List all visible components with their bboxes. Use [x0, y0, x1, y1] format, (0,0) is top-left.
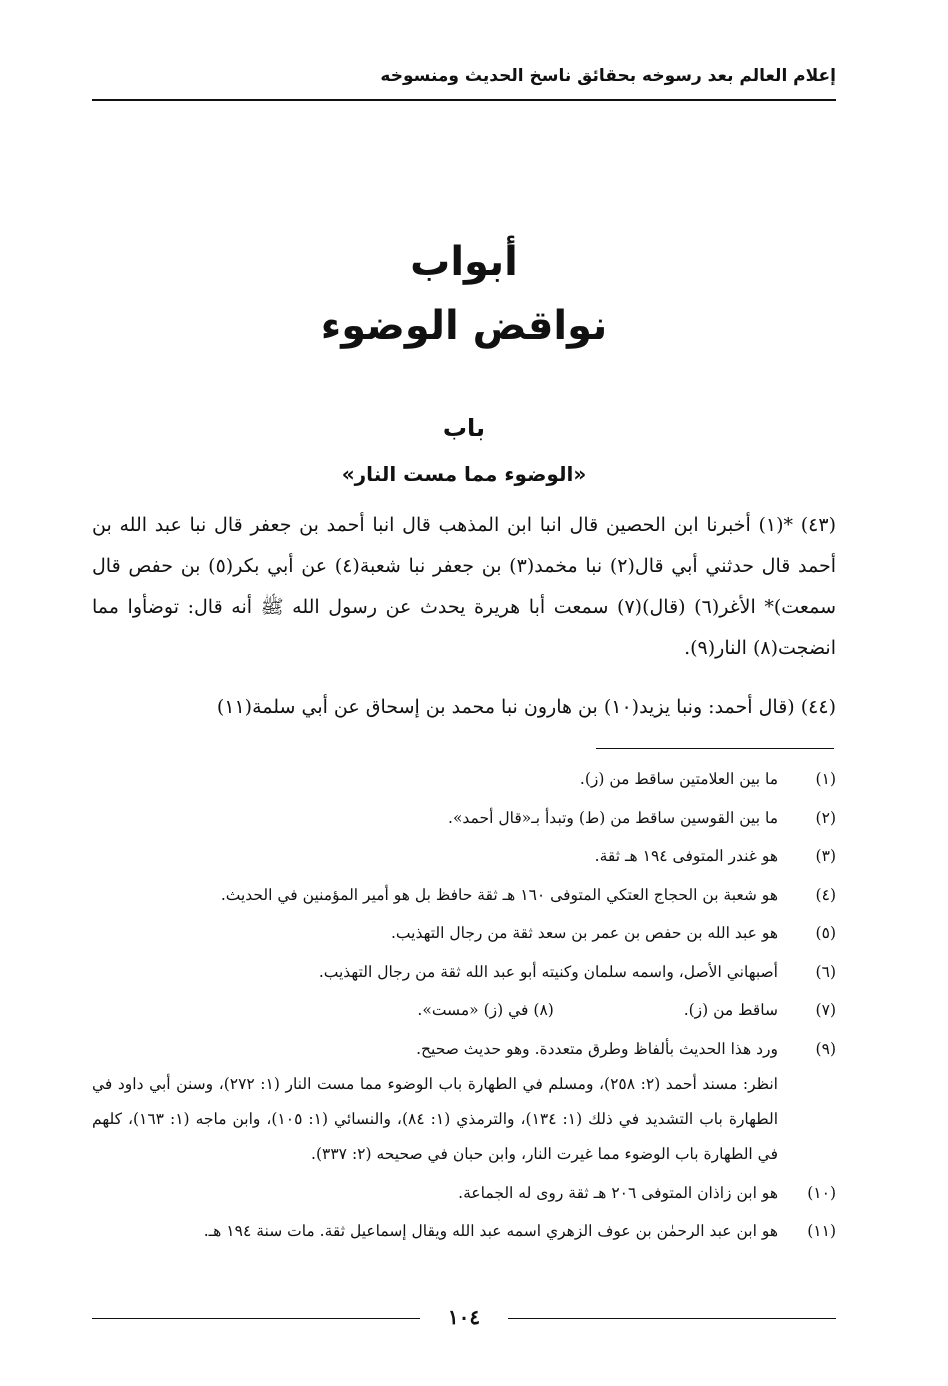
hadith-43: (٤٣) *(١) أخبرنا ابن الحصين قال انبا ابن المذهب قال انبا أحمد بن جعفر قال نبا عبد الله بن أحمد قال حدثني أبي قال(٢) نبا مخمد(٣) بن جعفر نبا شعبة(٤) عن أبي بكر(٥) بن حفص قال سمعت)* الأغر(٦) (قال)(٧) سمعت أبا هريرة يحدث عن رسول الله ﷺ أنه قال: توضأوا مما انضجت(٨) النار(٩).	[92, 514, 837, 659]
running-head: إعلام العالم بعد رسوخه بحقائق ناسخ الحديث ومنسوخه	[380, 66, 836, 86]
footnotes-rule	[596, 748, 834, 749]
footnote	[92, 991, 836, 1030]
footnotes	[92, 760, 836, 1251]
footnote	[92, 837, 836, 876]
footnote-text: ما بين القوسين ساقط من (ط) وتبدأ بـ«قال أحمد».	[448, 808, 778, 827]
footnote-text: هو عبد الله بن حفص بن عمر بن سعد ثقة من رجال التهذيب.	[390, 924, 778, 942]
footnote	[92, 876, 836, 915]
footnote-number: (٤)	[815, 885, 836, 904]
footnote	[92, 1212, 836, 1251]
footnote-number: (٣)	[815, 847, 836, 865]
footnote-text: هو غندر المتوفى ١٩٤ هـ ثقة.	[594, 847, 778, 865]
footnote	[92, 953, 836, 992]
header-rule	[92, 99, 836, 101]
footnote	[92, 1174, 836, 1213]
section-label: باب	[442, 414, 486, 442]
page-number: ١٠٤	[447, 1305, 481, 1329]
footnote-number: (١٠)	[807, 1183, 836, 1202]
footer-rule-left	[92, 1318, 420, 1319]
footnote-number: (٩)	[815, 1039, 836, 1058]
footnote-text-9: ورد هذا الحديث بألفاظ وطرق متعددة. وهو حديث صحيح.	[416, 1039, 778, 1058]
footnote	[92, 799, 836, 838]
footnote-number: (٧)	[815, 1001, 836, 1019]
footnote-number: (١١)	[807, 1222, 836, 1240]
footnote	[92, 914, 836, 953]
footnote	[92, 760, 836, 799]
footnote-text: هو ابن عبد الرحمٰن بن عوف الزهري اسمه عبد الله ويقال إسماعيل ثقة. مات سنة ١٩٤ هـ.	[203, 1222, 778, 1240]
section-title: «الوضوء مما مست النار»	[341, 462, 587, 486]
footnote-text: أصبهاني الأصل، واسمه سلمان وكنيته أبو عبد الله ثقة من رجال التهذيب.	[318, 962, 778, 981]
footnote-number: (٥)	[815, 924, 836, 942]
footnote-continuation-9: انظر: مسند أحمد (٢: ٢٥٨)، ومسلم في الطهارة باب الوضوء مما مست النار (١: ٢٧٢)، وسنن أبي داود في الطهارة باب التشديد في ذلك (١: ١٣٤)، والترمذي (١: ٨٤)، والنسائي (١: ١٠٥)، وابن ماجه (١: ١٦٣)، كلهم في الطهارة باب الوضوء مما غيرت النار، وابن حبان في صحيحه (٢: ٣٣٧).	[92, 1074, 779, 1163]
footnote-text: هو ابن زاذان المتوفى ٢٠٦ هـ ثقة روى له الجماعة.	[458, 1183, 778, 1202]
footer-rule-right	[508, 1318, 836, 1319]
footnote-text: هو شعبة بن الحجاج العتكي المتوفى ١٦٠ هـ ثقة حافظ بل هو أمير المؤمنين في الحديث.	[220, 885, 778, 904]
footnote-text: ما بين العلامتين ساقط من (ز).	[579, 770, 778, 788]
chapter-title-line1: أبواب	[410, 239, 518, 285]
footnote-text-7: ساقط من (ز).	[683, 1001, 778, 1019]
footnote	[92, 1030, 836, 1174]
footnote-text-8: في (ز) «مست».	[417, 1001, 529, 1019]
footnote-text	[92, 991, 778, 1030]
footnote-number: (٦)	[815, 962, 836, 981]
footnote-number: (١)	[815, 770, 836, 788]
footnote-number: (٢)	[815, 808, 836, 827]
footnote-number-8: (٨)	[533, 1001, 554, 1019]
hadith-44: (٤٤) (قال أحمد: ونبا يزيد(١٠) بن هارون نبا محمد بن إسحاق عن أبي سلمة(١١)	[216, 696, 836, 718]
footnote-text	[92, 1030, 778, 1174]
chapter-title-line2: نواقض الوضوء	[320, 303, 608, 349]
